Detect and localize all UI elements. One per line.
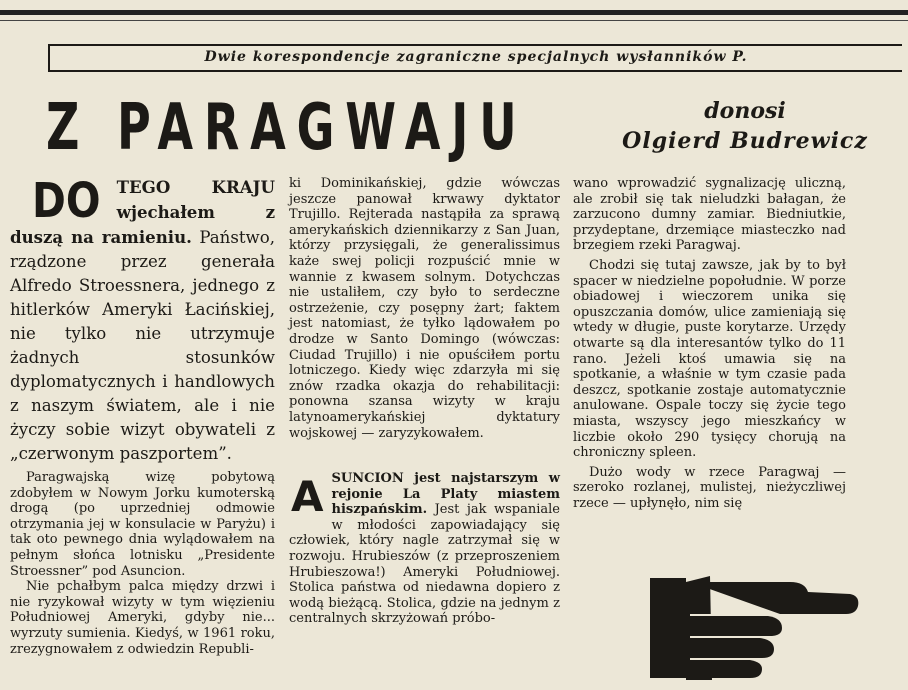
dropcap: DO <box>32 173 101 229</box>
paragraph: Nie pchałbym palca między drzwi i nie ryzykował wizyty w tym więzieniu Południowej Ameryki, gdyby nie... wyrzuty sumienia. Kiedyś, w 1961 roku, zrezygnowałem z odwiedzin Republi- <box>10 579 275 657</box>
byline-author: Olgierd Budrewicz <box>622 128 868 154</box>
pointing-hand-icon <box>650 572 860 680</box>
top-rule-thin <box>0 20 908 21</box>
lead-paragraph <box>10 175 275 466</box>
paragraph: Dużo wody w rzece Paragwaj — szeroko rozlanej, mulistej, nieżyczliwej rzece — upłynęło, nim się <box>573 464 846 511</box>
paragraph: ki Dominikańskiej, gdzie wówczas jeszcze panował krwawy dyktator Trujillo. Rejterada nastąpiła za sprawą amerykańskich dziennikarzy z San Juan, którzy przysięgali, że generalissimus każe swej policji rozpuścić mnie w wannie z kwasem solnym. Dotychczas nie ustaliłem, czy było to serdeczne ostrzeżenie, czy posępny żart; faktem jest natomiast, że tyłko lądowałem po drodze w Santo Domingo (wówczas: Ciudad Trujillo) i nie opuściłem portu lotniczego. Kiedy więc zdarzyła mi się znów rzadka okazja do rehabilitacji: ponowna szansa wizyty w kraju latynoamerykańskiej dyktatury wojskowej — zaryzykowałem. <box>289 176 560 441</box>
section-spacer <box>289 441 560 471</box>
header-banner <box>48 44 902 72</box>
banner-text: Dwie korespondencje zagraniczne specjalnych wysłanników P. <box>204 49 748 65</box>
column-1 <box>10 175 275 657</box>
lead-bold-text: TEGO KRAJU wjechałem z duszą na ramieniu. <box>10 177 275 247</box>
paragraph: Paragwajską wizę pobytową zdobyłem w Nowym Jorku kumoterską drogą (po uprzedniej odmowie otrzymania jej w konsulacie w Paryżu) i tak oto pewnego dnia wylądowałem na pełnym słońca lotnisku „Presidente Stroessner” pod Asuncion. <box>10 470 275 579</box>
byline-label: donosi <box>704 98 786 124</box>
article-headline: Z PARAGWAJU <box>46 91 528 165</box>
section-lead-paragraph <box>289 471 560 627</box>
lead-text: Państwo, rządzone przez generała Alfredo Stroessnera, jednego z hitlerków Ameryki Łacińskiej, nie tylko nie utrzymuje żadnych stosunków dyplomatycznych i handlowych z naszym światem, ale i nie życzy sobie wizyt obywateli z „czerwonym paszportem”. <box>10 228 275 463</box>
column-3 <box>573 176 846 511</box>
dropcap: A <box>291 472 324 522</box>
section-lead-bold-text: SUNCION jest najstarszym w rejonie La Platy miastem hiszpańskim. <box>331 471 560 518</box>
column-2 <box>289 176 560 627</box>
paragraph: wano wprowadzić sygnalizację uliczną, ale zrobił się tak nieludzki bałagan, że zarzucono dumny zamiar. Biedniutkie, przydeptane, drzemiące miasteczko nad brzegiem rzeki Paragwaj. <box>573 176 846 254</box>
section-lead-text: Jest jak wspaniale w młodości zapowiadający się człowiek, który nagle zatrzymał się w rozwoju. Hrubieszów (z przeproszeniem Hrubieszowa!) Ameryki Południowej. Stolica państwa od niedawna dopiero z wodą bieżącą. Stolica, gdzie na jednym z centralnych skrzyżowań próbo- <box>289 502 560 627</box>
paragraph: Chodzi się tutaj zawsze, jak by to był spacer w niedzielne popołudnie. W porze obiadowej i wieczorem unika się opuszczania domów, ulice zamieniają się wtedy w długie, puste korytarze. Urzędy otwarte są dla interesantów tylko do 11 rano. Jeżeli ktoś umawia się na spotkanie, a właśnie w tym czasie pada deszcz, spotkanie zostaje automatycznie anulowane. Ospale toczy się życie tego miasta, wszyscy jego mieszkańcy w liczbie około 290 tysięcy chorują na chroniczny spleen. <box>573 257 846 461</box>
top-rule <box>0 10 908 15</box>
